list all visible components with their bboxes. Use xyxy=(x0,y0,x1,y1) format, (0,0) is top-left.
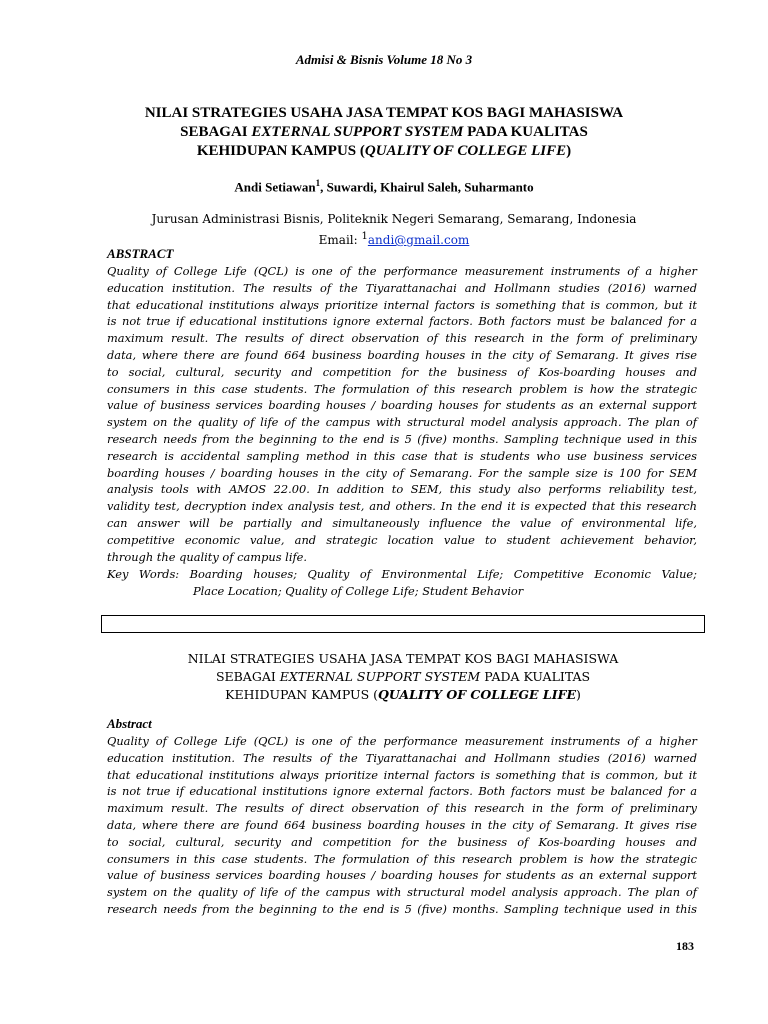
journal-header: Admisi & Bisnis Volume 18 No 3 xyxy=(295,52,473,67)
empty-box xyxy=(101,615,705,633)
abstract-line: that educational institutions always prioritize internal factors is something that is common, but it xyxy=(107,297,697,312)
second-title-line-1: NILAI STRATEGIES USAHA JASA TEMPAT KOS BAGI MAHASISWA xyxy=(187,651,619,666)
second-title xyxy=(100,650,706,704)
keywords xyxy=(107,566,697,600)
abstract-line: research is accidental sampling method in this case that is students who use business services xyxy=(107,448,697,463)
abstract2-line: research needs from the beginning to the end is 5 (five) months. Sampling technique used in this xyxy=(107,901,697,916)
abstract-line: research needs from the beginning to the end is 5 (five) months. Sampling technique used in this xyxy=(107,431,697,446)
abstract-line: to social, cultural, security and competition for the business of Kos-boarding houses and xyxy=(107,364,697,379)
abstract2-line: consumers in this case students. The formulation of this research problem is how the strategic xyxy=(107,851,697,866)
abstract2-line: system on the quality of life of the campus with structural model analysis approach. The plan of xyxy=(107,885,697,900)
abstract2-line: that educational institutions always prioritize internal factors is something that is common, but it xyxy=(107,767,697,782)
author-list: Andi Setiawan$^1$, Suwardi, Khairul Saleh, Suharmanto xyxy=(234,178,534,195)
keywords-line-2: Place Location; Quality of College Life; Student Behavior xyxy=(193,583,524,598)
abstract-line: system on the quality of life of the campus with structural model analysis approach. The plan of xyxy=(107,415,697,430)
abstract-line: validity test, decryption index analysis test, and others. In the end it is expected that this research xyxy=(107,499,697,514)
second-title-line-2: SEBAGAI EXTERNAL SUPPORT SYSTEM PADA KUALITAS xyxy=(215,669,591,684)
institution: Jurusan Administrasi Bisnis, Politeknik Negeri Semarang, Semarang, Indonesia xyxy=(151,212,637,226)
abstract2-line: is not true if educational institutions ignore external factors. Both factors must be balanced for a xyxy=(107,784,697,799)
abstract2-line: maximum result. The results of direct observation of this research in the form of preliminary xyxy=(107,801,697,816)
abstract-line: through the quality of campus life. xyxy=(107,549,308,564)
abstract-body xyxy=(107,263,697,565)
abstract2-body xyxy=(107,733,697,918)
abstract-line: is not true if educational institutions ignore external factors. Both factors must be balanced for a xyxy=(107,314,697,329)
abstract-heading: ABSTRACT xyxy=(107,246,174,261)
email-line: Email: $^1$andi@gmail.com xyxy=(318,231,470,247)
abstract-line: Quality of College Life (QCL) is one of the performance measurement instruments of a higher xyxy=(107,264,697,278)
abstract-line: maximum result. The results of direct observation of this research in the form of preliminary xyxy=(107,331,697,346)
abstract2-line: Quality of College Life (QCL) is one of the performance measurement instruments of a higher xyxy=(107,734,697,748)
page-number: 183 xyxy=(676,939,694,953)
abstract-line: competitive economic value, and strategic location value to student achievement behavior, xyxy=(107,532,697,547)
abstract2-heading: Abstract xyxy=(107,716,152,731)
abstract-line: consumers in this case students. The formulation of this research problem is how the strategic xyxy=(107,381,697,396)
title-line-3: KEHIDUPAN KAMPUS (QUALITY OF COLLEGE LIFE) xyxy=(196,143,572,159)
second-title-line-3: KEHIDUPAN KAMPUS (QUALITY OF COLLEGE LIFE) xyxy=(225,687,581,702)
abstract-line: analysis tools with AMOS 22.00. In addition to SEM, this study also performs reliability test, xyxy=(107,482,697,497)
affiliation xyxy=(0,211,768,249)
title-line-2: SEBAGAI EXTERNAL SUPPORT SYSTEM PADA KUALITAS xyxy=(180,124,588,140)
keywords-line-1: Key Words: Boarding houses; Quality of Environmental Life; Competitive Economic Value; xyxy=(107,567,697,581)
abstract-line: boarding houses / boarding houses in the city of Semarang. For the sample size is 100 for SEM xyxy=(107,465,697,480)
abstract-line: education institution. The results of the Tiyarattanachai and Hollmann studies (2016) warned xyxy=(107,280,697,295)
paper-title xyxy=(60,104,708,161)
abstract-line: value of business services boarding houses / boarding houses for students as an external support xyxy=(107,398,697,413)
email-link[interactable]: andi@gmail.com xyxy=(367,233,470,247)
abstract2-line: education institution. The results of the Tiyarattanachai and Hollmann studies (2016) warned xyxy=(107,750,697,765)
abstract2-line: data, where there are found 664 business boarding houses in the city of Semarang. It gives rise xyxy=(107,817,697,832)
abstract-line: data, where there are found 664 business boarding houses in the city of Semarang. It gives rise xyxy=(107,347,697,362)
abstract-line: can answer will be partially and simultaneously influence the value of environmental life, xyxy=(107,515,697,530)
title-line-1: NILAI STRATEGIES USAHA JASA TEMPAT KOS BAGI MAHASISWA xyxy=(144,105,624,121)
abstract2-line: to social, cultural, security and competition for the business of Kos-boarding houses and xyxy=(107,834,697,849)
abstract2-line: value of business services boarding houses / boarding houses for students as an external support xyxy=(107,868,697,883)
